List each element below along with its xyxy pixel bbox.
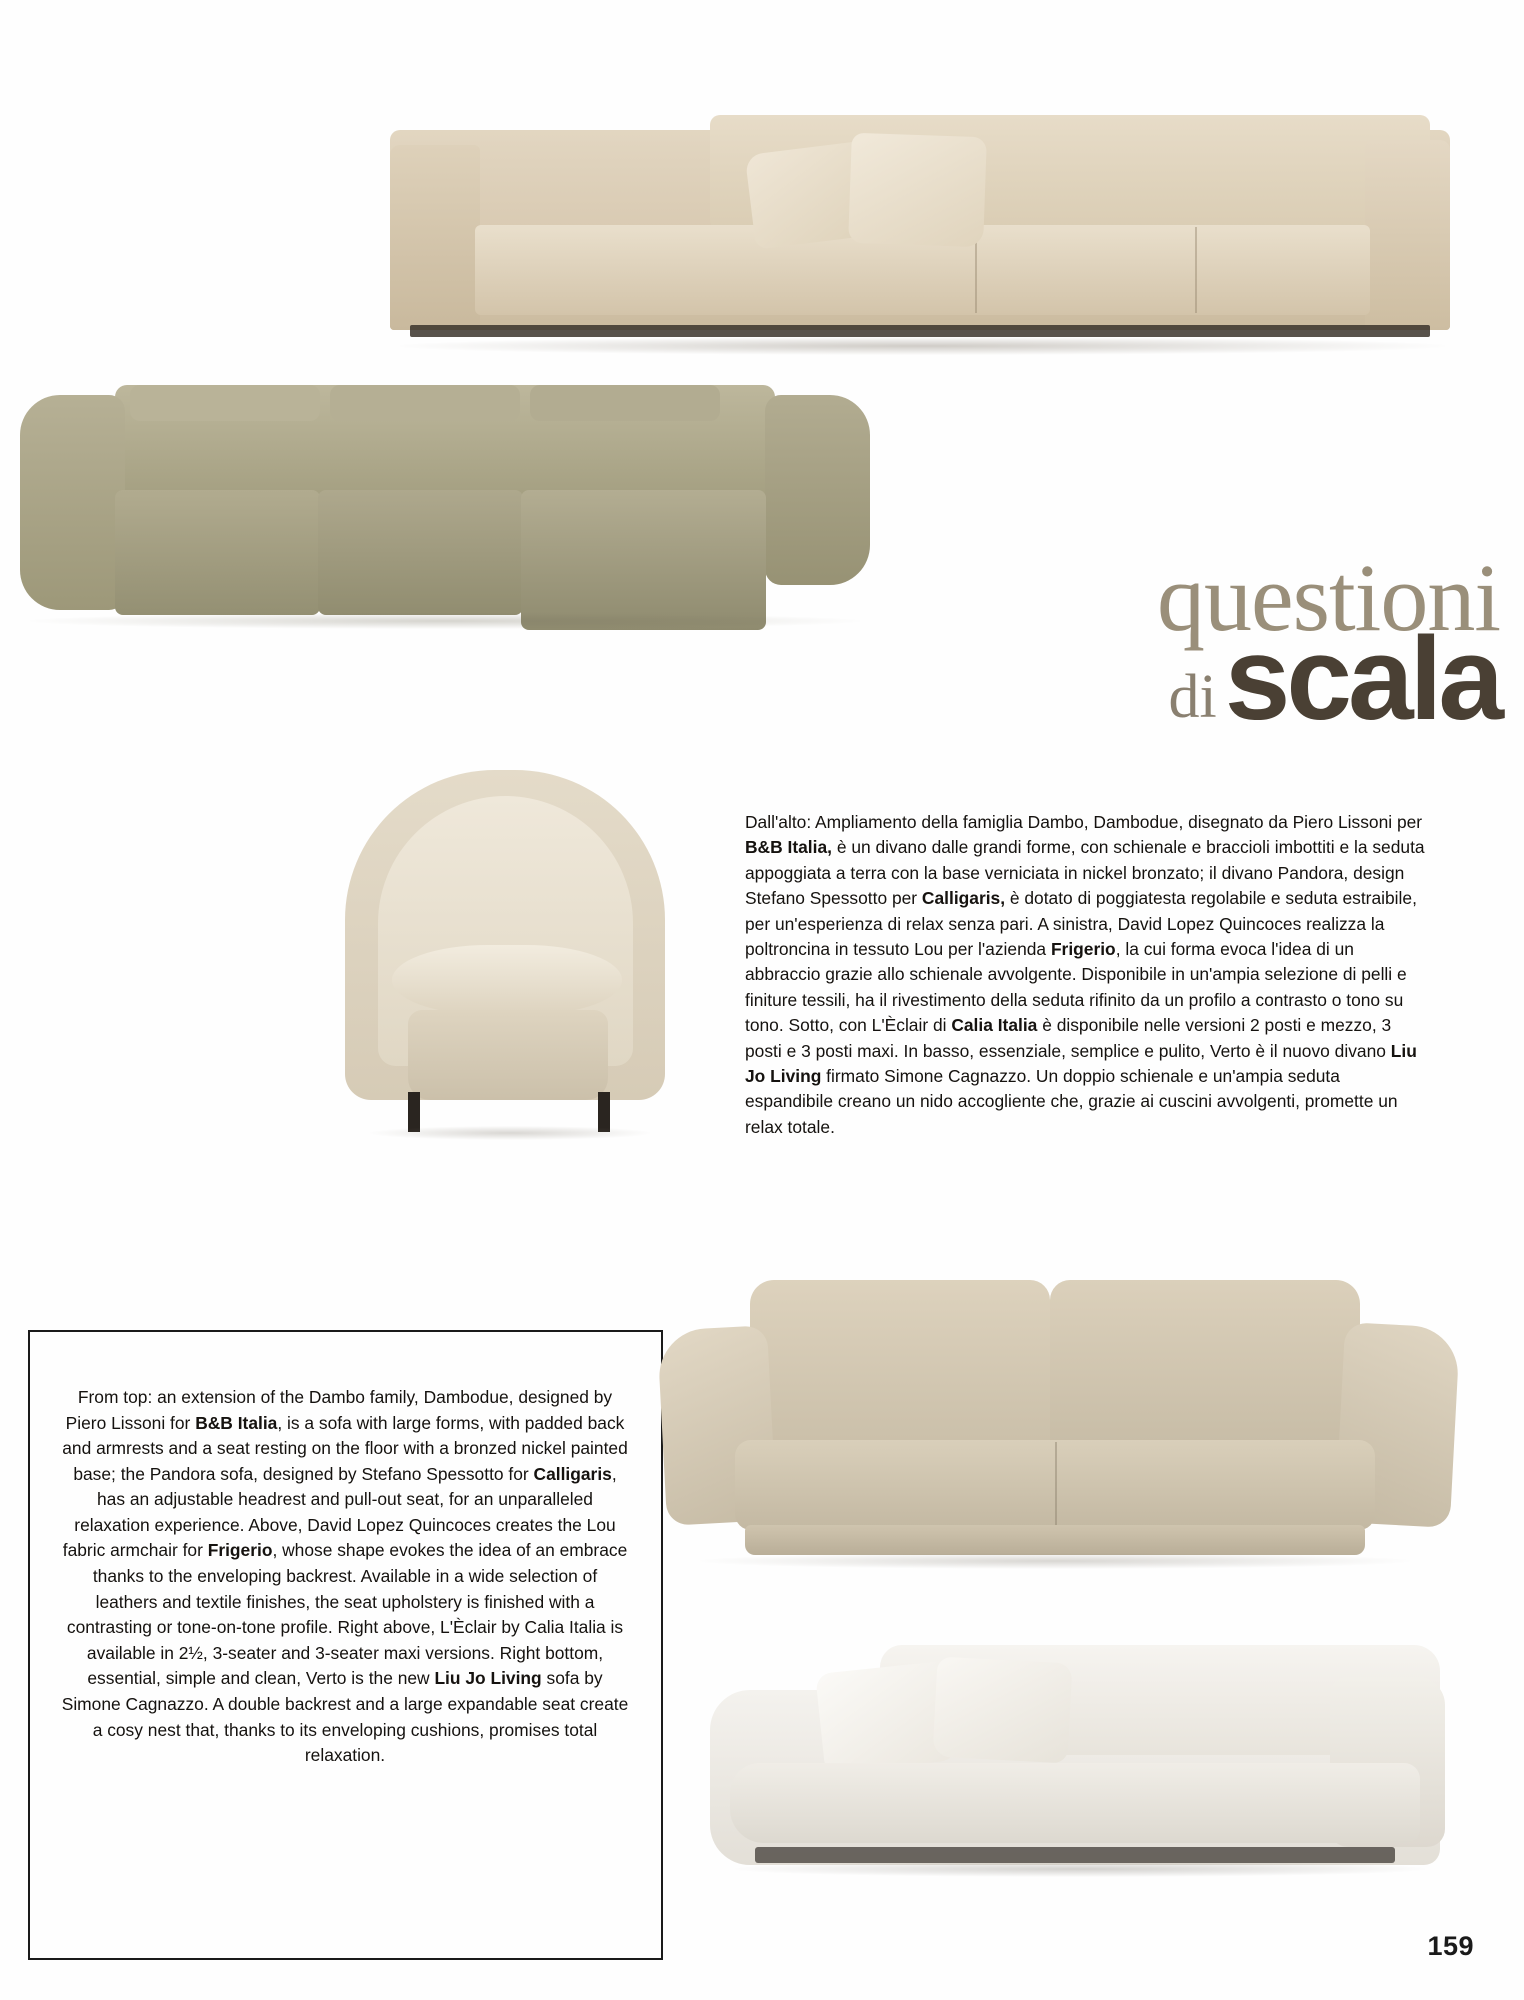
armchair-base — [408, 1010, 608, 1100]
headline-scala: scala — [1224, 613, 1500, 746]
sofa-cushion — [848, 133, 987, 248]
photo-shadow — [400, 337, 1445, 355]
sofa-backrest-right — [1050, 1280, 1360, 1450]
sofa-headrest — [330, 385, 520, 421]
sofa-armrest-right — [1365, 140, 1450, 330]
armchair-seat-cushion — [392, 945, 622, 1015]
photo-sofa-eclair — [640, 1270, 1470, 1600]
sofa-seat-module-extended — [521, 490, 766, 630]
page-number: 159 — [1427, 1931, 1474, 1961]
photo-sofa-verto — [710, 1615, 1470, 1935]
sofa-seat-module — [318, 490, 523, 615]
headline-line-1: questioni — [1157, 544, 1500, 651]
sofa-headrest — [130, 385, 320, 421]
body-copy-english: From top: an extension of the Dambo family, Dambodue, designed by Piero Lissoni for B&B Italia, is a sofa with large forms, with padded back and armrests and a seat resting on the floor with a bronzed nickel painted base; the Pandora sofa, designed by Stefano Spessotto for Calligaris, has an adjustable headrest and pull-out seat, for an unparalleled relaxation experience. Above, David Lopez Quincoces creates the Lou fabric armchair for Frigerio, whose shape evokes the idea of an embrace thanks to the enveloping backrest. Available in a wide selection of leathers and textile finishes, the seat upholstery is finished with a contrasting or tone-on-tone profile. Right above, L'Èclair by Calia Italia is available in 2½, 3-seater and 3-seater maxi versions. Right bottom, essential, simple and clean, Verto is the new Liu Jo Living sofa by Simone Cagnazzo. A double backrest and a large expandable seat create a cosy nest that, thanks to its enveloping cushions, promises total relaxation. — [61, 1387, 629, 1766]
photo-shadow — [735, 1861, 1425, 1877]
sofa-seat-seam — [1195, 227, 1197, 313]
sofa-backrest-left — [750, 1280, 1050, 1450]
sofa-skirt — [745, 1525, 1365, 1555]
photo-shadow — [30, 613, 860, 629]
sofa-seat — [730, 1763, 1420, 1843]
sofa-headrest — [530, 385, 720, 421]
sofa-cushion — [932, 1657, 1072, 1764]
sofa-seat-seam — [1055, 1442, 1057, 1528]
page-title — [860, 544, 1500, 746]
sofa-armrest-left — [20, 395, 125, 610]
photo-armchair-lou — [330, 770, 680, 1200]
sofa-armrest-left — [390, 145, 480, 330]
sofa-seat-module — [115, 490, 320, 615]
sofa-armrest-right — [765, 395, 870, 585]
photo-shadow — [370, 1126, 650, 1140]
headline-di: di — [1168, 663, 1217, 732]
body-copy-italian: Dall'alto: Ampliamento della famiglia Dambo, Dambodue, disegnato da Piero Lissoni per B&B Italia, è un divano dalle grandi forme, con schienale e braccioli imbottiti e la seduta appoggiata a terra con la base verniciata in nickel bronzato; il divano Pandora, design Stefano Spessotto per Calligaris, è dotato di poggiatesta regolabile e seduta estraibile, per un'esperienza di relax senza pari. A sinistra, David Lopez Quincoces realizza la poltroncina in tessuto Lou per l'azienda Frigerio, la cui forma evoca l'idea di un abbraccio grazie allo schienale avvolgente. Disponibile in un'ampia selezione di pelli e finiture tessili, ha il rivestimento della seduta rifinito da un profilo a contrasto o tono su tono. Sotto, con L'Èclair di Calia Italia è disponibile nelle versioni 2 posti e mezzo, 3 posti e 3 posti maxi. In basso, essenziale, semplice e pulito, Verto è il nuovo divano Liu Jo Living firmato Simone Cagnazzo. Un doppio schienale e un'ampia seduta espandibile creano un nido accogliente che, grazie ai cuscini avvolgenti, promette un relax totale. — [745, 812, 1425, 1137]
photo-shadow — [700, 1553, 1410, 1569]
photo-sofa-dambodue — [380, 75, 1470, 365]
photo-sofa-pandora — [20, 385, 880, 655]
sofa-base — [410, 325, 1430, 337]
